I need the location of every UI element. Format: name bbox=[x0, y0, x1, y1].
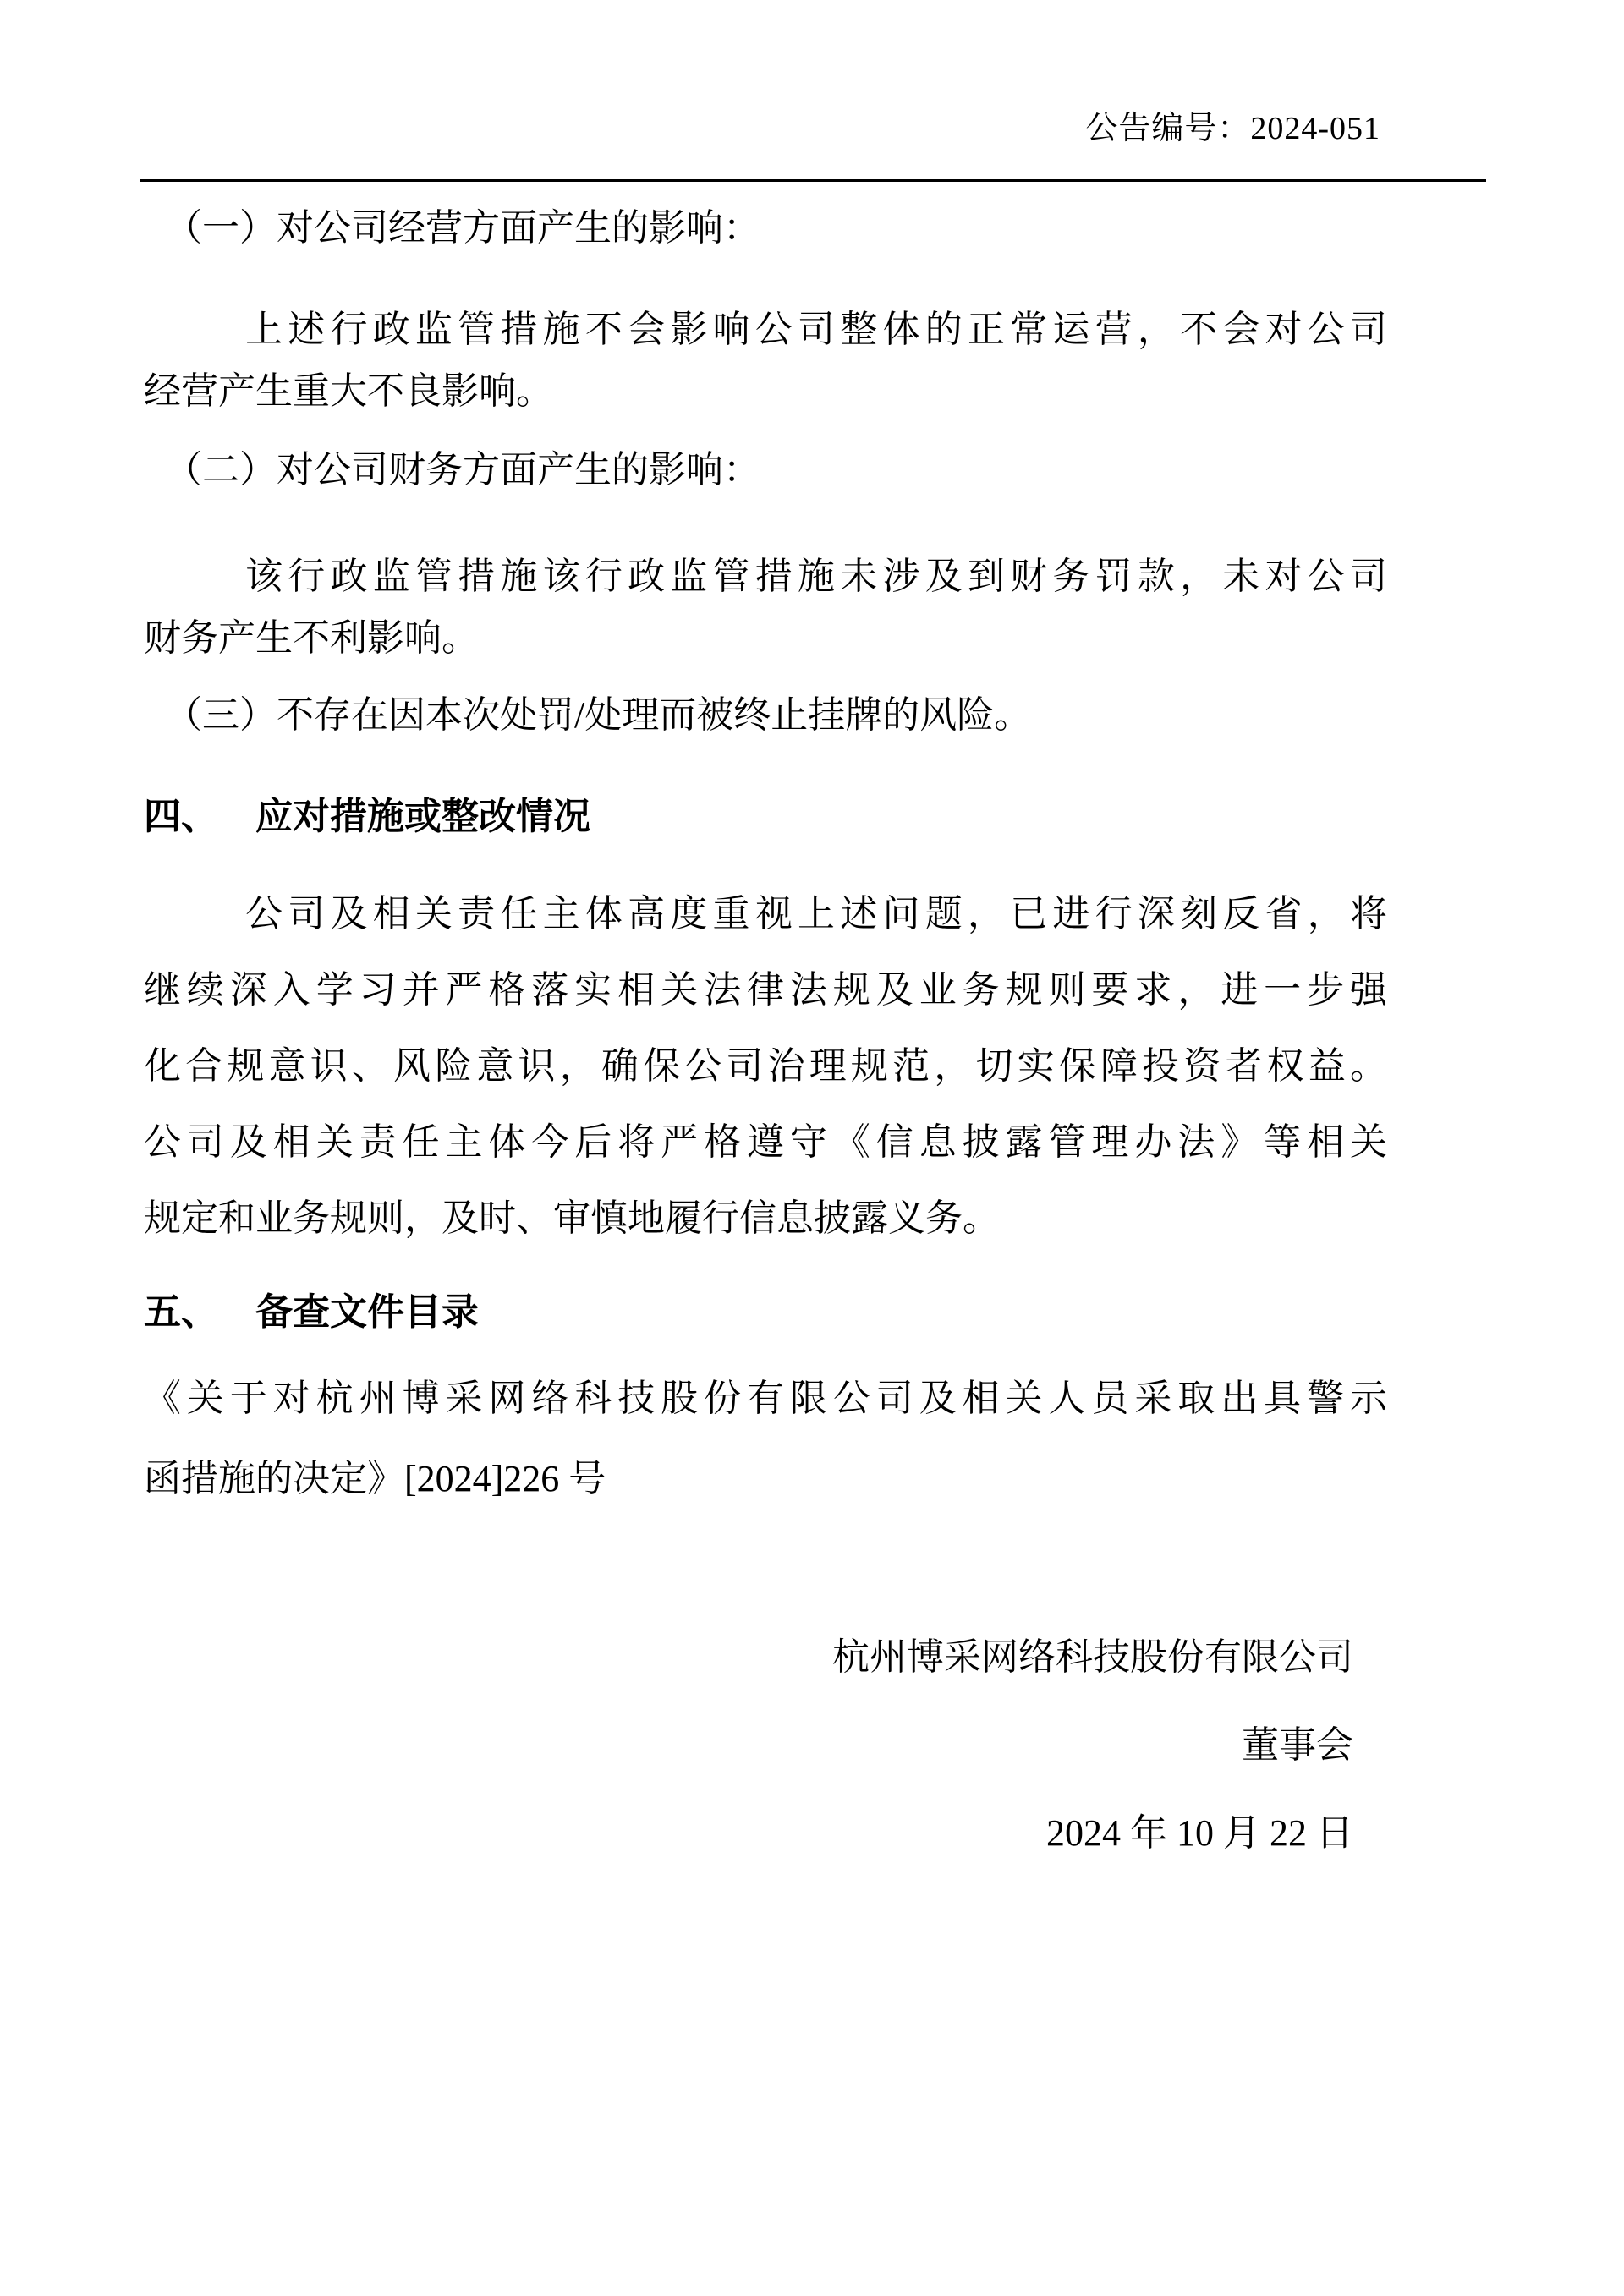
document-body bbox=[144, 190, 1387, 1877]
subsection-1-title: （一）对公司经营方面产生的影响： bbox=[165, 207, 760, 249]
notice-number: 公告编号：2024-051 bbox=[1085, 111, 1380, 146]
paragraph-3-line-4: 公司及相关责任主体今后将严格遵守《信息披露管理办法》等相关 bbox=[144, 1121, 1387, 1163]
paragraph-2-line-1: 该行政监管措施该行政监管措施未涉及到财务罚款，未对公司 bbox=[245, 556, 1387, 597]
section-5-number: 五、 bbox=[144, 1291, 218, 1333]
signature-block bbox=[144, 1614, 1387, 1877]
paragraph-1-line-2: 经营产生重大不良影响。 bbox=[144, 370, 553, 412]
reference-doc-line-1: 《关于对杭州博采网络科技股份有限公司及相关人员采取出具警示 bbox=[144, 1378, 1387, 1419]
signature-board: 董事会 bbox=[1242, 1724, 1353, 1766]
section-4-title: 应对措施或整改情况 bbox=[255, 796, 590, 837]
section-4-number: 四、 bbox=[144, 796, 218, 837]
paragraph-3-line-5: 规定和业务规则，及时、审慎地履行信息披露义务。 bbox=[144, 1197, 1000, 1239]
reference-doc-line-2: 函措施的决定》[2024]226 号 bbox=[144, 1458, 606, 1499]
signature-date: 2024 年 10 月 22 日 bbox=[1046, 1812, 1353, 1854]
signature-company: 杭州博采网络科技股份有限公司 bbox=[832, 1636, 1353, 1678]
section-4-heading bbox=[144, 779, 1387, 855]
header-divider bbox=[140, 179, 1486, 182]
paragraph-1-line-1: 上述行政监管措施不会影响公司整体的正常运营，不会对公司 bbox=[245, 309, 1387, 350]
subsection-3-title: （三）不存在因本次处罚/处理而被终止挂牌的风险。 bbox=[165, 694, 1032, 736]
section-5-title: 备查文件目录 bbox=[255, 1291, 479, 1333]
subsection-2-title: （二）对公司财务方面产生的影响： bbox=[165, 449, 760, 490]
paragraph-3-line-1: 公司及相关责任主体高度重视上述问题，已进行深刻反省，将 bbox=[245, 893, 1387, 934]
paragraph-3-line-2: 继续深入学习并严格落实相关法律法规及业务规则要求，进一步强 bbox=[144, 969, 1387, 1011]
section-5-heading bbox=[144, 1274, 1387, 1351]
paragraph-3-line-3: 化合规意识、风险意识，确保公司治理规范，切实保障投资者权益。 bbox=[144, 1045, 1387, 1087]
paragraph-2-line-2: 财务产生不利影响。 bbox=[144, 617, 479, 659]
